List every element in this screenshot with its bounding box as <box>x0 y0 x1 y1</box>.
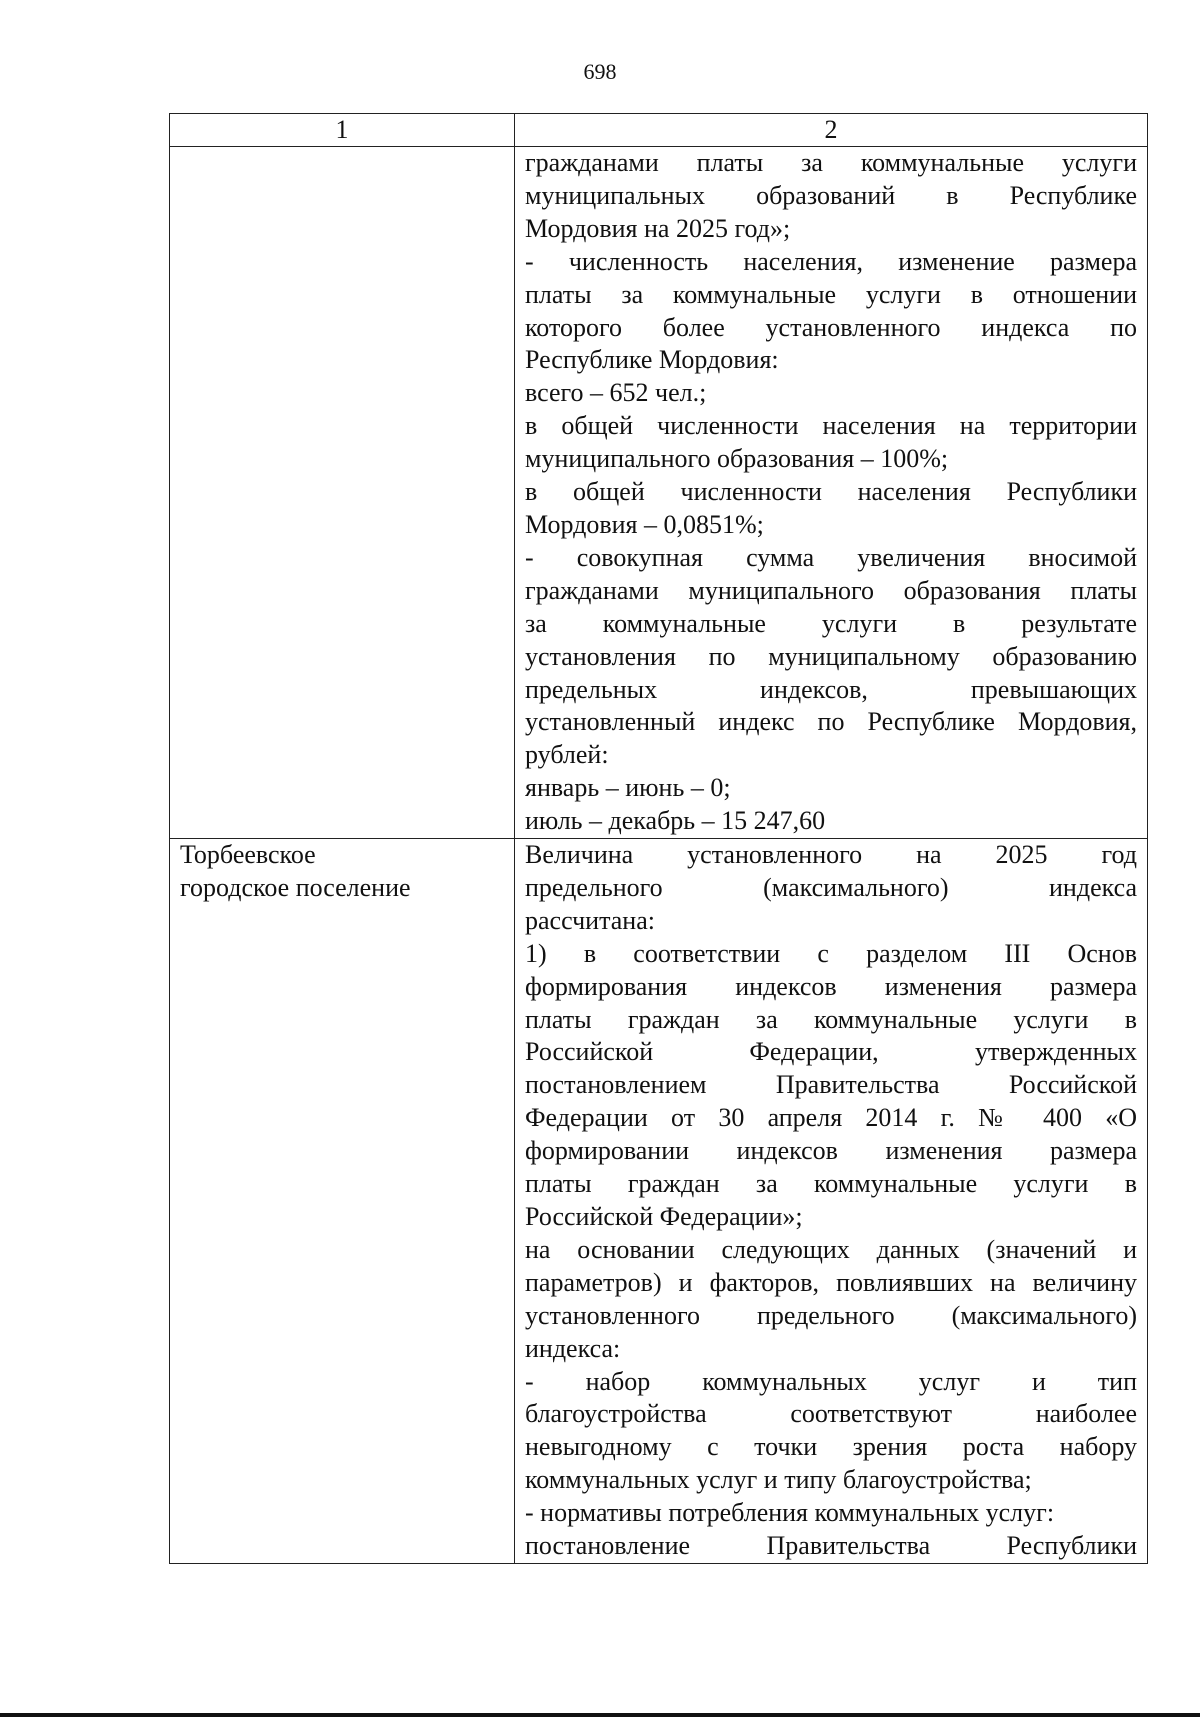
document-table <box>169 113 1148 1564</box>
description-line: Федерации от 30 апреля 2014 г. № 400 «О <box>525 1103 1137 1133</box>
description-line: Российской Федерации, утвержденных <box>525 1037 1137 1067</box>
description-line: платы граждан за коммунальные услуги в <box>525 1004 1137 1034</box>
description-line: платы за коммунальные услуги в отношении <box>525 279 1137 309</box>
description-line: невыгодному с точки зрения роста набору <box>525 1432 1137 1462</box>
description-line: постановлением Правительства Российской <box>525 1070 1137 1100</box>
description-line: - совокупная сумма увеличения вносимой <box>525 542 1137 572</box>
description-line: - нормативы потребления коммунальных услуг: <box>525 1498 1055 1528</box>
municipality-cell <box>170 147 515 839</box>
description-line: предельных индексов, превышающих <box>525 674 1137 704</box>
description-line: Величина установленного на 2025 год <box>525 840 1137 870</box>
description-line: на основании следующих данных (значений и <box>525 1234 1137 1264</box>
description-line: Мордовия – 0,0851%; <box>525 509 764 539</box>
description-line: Российской Федерации»; <box>525 1202 803 1231</box>
page-number: 698 <box>583 59 617 84</box>
description-line: - набор коммунальных услуг и тип <box>525 1366 1137 1396</box>
description-line: - численность населения, изменение размера <box>525 246 1137 276</box>
description-line: 1) в соответствии с разделом III Основ <box>525 938 1137 968</box>
description-line: июль – декабрь – 15 247,60 <box>525 806 826 836</box>
description-line: Республике Мордовия: <box>525 345 779 375</box>
description-line: формирования индексов изменения размера <box>525 971 1137 1001</box>
description-cell <box>515 147 1148 839</box>
description-line: гражданами муниципального образования платы <box>525 575 1137 605</box>
description-line: установления по муниципальному образованию <box>525 641 1137 671</box>
description-line: в общей численности населения на территории <box>525 411 1137 441</box>
description-line: в общей численности населения Республики <box>525 477 1137 507</box>
description-line: январь – июнь – 0; <box>525 773 731 803</box>
description-line: рублей: <box>525 740 609 770</box>
description-line: индекса: <box>525 1333 621 1363</box>
description-line: гражданами платы за коммунальные услуги <box>525 148 1137 177</box>
description-line: параметров) и факторов, повлиявших на величину <box>525 1267 1137 1297</box>
table-header-row <box>170 114 1148 147</box>
description-line: формировании индексов изменения размера <box>525 1136 1137 1166</box>
municipality-name-line: Торбеевское <box>180 840 316 870</box>
bottom-scan-edge <box>0 1713 1200 1717</box>
description-line: муниципального образования – 100%; <box>525 444 949 474</box>
municipality-cell <box>170 839 515 1564</box>
description-line: коммунальных услуг и типу благоустройства; <box>525 1465 1032 1495</box>
table-row <box>170 839 1148 1564</box>
description-line: всего – 652 чел.; <box>525 378 707 408</box>
description-line: рассчитана: <box>525 905 655 935</box>
description-cell <box>515 839 1148 1564</box>
description-line: предельного (максимального) индекса <box>525 872 1137 902</box>
table-body <box>170 147 1148 1564</box>
municipality-name-line: городское поселение <box>180 872 411 902</box>
description-line: постановление Правительства Республики <box>525 1531 1137 1561</box>
description-line: платы граждан за коммунальные услуги в <box>525 1169 1137 1199</box>
column-header-1: 1 <box>170 114 515 147</box>
description-line: установленного предельного (максимального) <box>525 1300 1137 1330</box>
description-line: муниципальных образований в Республике <box>525 180 1137 210</box>
description-line: за коммунальные услуги в результате <box>525 608 1137 638</box>
description-line: установленный индекс по Республике Мордовия, <box>525 707 1137 737</box>
table-row <box>170 147 1148 839</box>
description-line: которого более установленного индекса по <box>525 312 1137 342</box>
description-line: Мордовия на 2025 год»; <box>525 213 791 243</box>
description-line: благоустройства соответствуют наиболее <box>525 1399 1137 1429</box>
column-header-2: 2 <box>515 114 1148 147</box>
